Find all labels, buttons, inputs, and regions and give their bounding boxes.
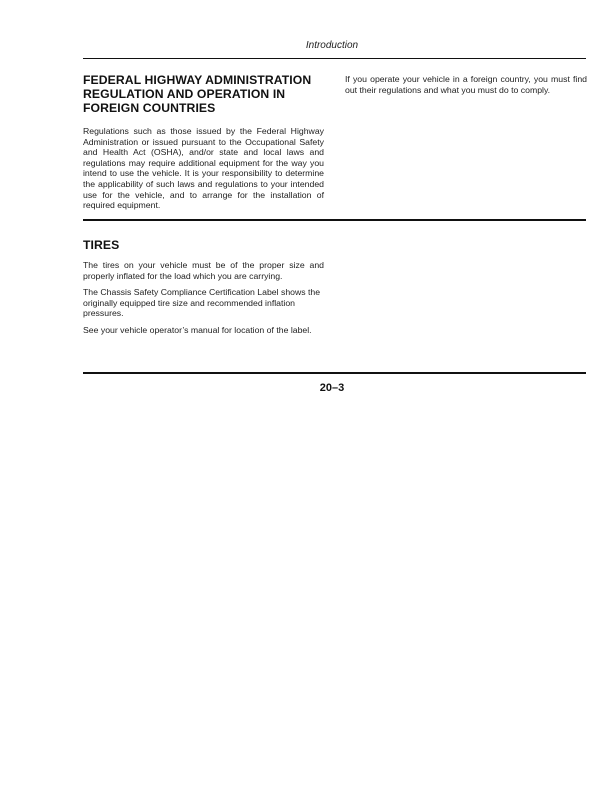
fhwa-heading-line: REGULATION AND OPERATION IN	[83, 87, 286, 101]
section-divider	[83, 219, 586, 221]
foreign-country-paragraph: If you operate your vehicle in a foreign country, you must find out their regulations and what you must do to comply.	[345, 74, 587, 95]
fhwa-body-paragraph: Regulations such as those issued by the Federal Highway Administration or issued pursuant to the Occupational Safety and Health Act (OSHA), and/or state and local laws and regulations may require additional equipment for the way you intend to use the vehicle. It is your responsibility to determine the applicability of such laws and regulations to your intended use for the vehicle, and to arrange for the installation of required equipment.	[83, 126, 324, 211]
fhwa-heading	[83, 73, 324, 115]
tires-paragraph: The Chassis Safety Compliance Certification Label shows the originally equipped tire size and recommended inflation pressures.	[83, 287, 321, 319]
tires-section	[83, 238, 324, 336]
fhwa-right-column	[345, 74, 587, 95]
footer-rule	[83, 372, 586, 374]
tires-paragraph: See your vehicle operator’s manual for location of the label.	[83, 324, 312, 335]
fhwa-heading-line: FEDERAL HIGHWAY ADMINISTRATION	[83, 73, 312, 87]
fhwa-heading-line: FOREIGN COUNTRIES	[83, 101, 216, 115]
page-header-title: Introduction	[305, 40, 359, 51]
header-rule	[83, 58, 586, 59]
tires-heading: TIRES	[83, 238, 120, 252]
page-number: 20–3	[319, 382, 345, 394]
fhwa-section	[83, 73, 324, 211]
tires-paragraph: The tires on your vehicle must be of the proper size and properly inflated for the load which you are carrying.	[83, 260, 324, 281]
